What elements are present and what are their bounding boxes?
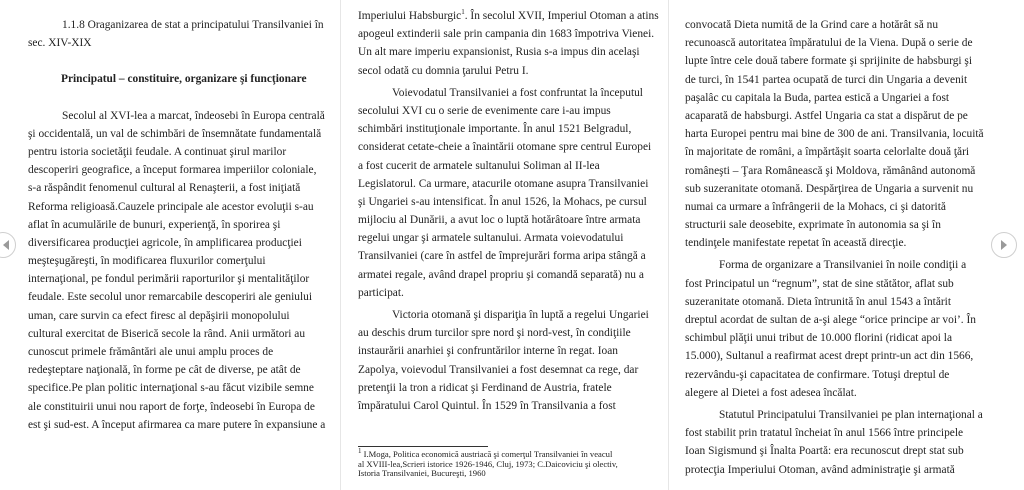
text: . În secolul XVII, Imperiul Otoman a atins (464, 10, 659, 22)
paragraph-line: alegere al Dietei a fost adesea încălat. (685, 386, 857, 399)
paragraph-line: structurii sale deosebite, exprimate în autonomia sa şi în (685, 219, 941, 232)
paragraph-line: cultural exercitat de Biserică secole la rând. Anii următori au (28, 327, 306, 340)
paragraph-line: instaurării anarhiei şi confruntărilor interne în regat. Ioan (358, 345, 618, 358)
paragraph-line: considerat cetate-cheie a înaintării otomane spre centrul Europei (358, 141, 652, 154)
section-heading: Principatul – constituire, organizare şi funcţionare (61, 73, 307, 86)
paragraph-line: fost Principatul un “regnum”, stat de sine stătător, aflat sub (685, 277, 954, 290)
paragraph-line: redeşteptare naţională, în forme pe cât de diverse, pe atât de (28, 364, 301, 377)
paragraph-line: dreptul acordat de sultan de a-şi alege “orice principe ar voi’. În (685, 314, 976, 326)
paragraph-line: Statutul Principatului Transilvaniei pe plan internaţional a (719, 408, 983, 421)
chevron-right-icon (1001, 240, 1007, 250)
paragraph-line: pretenţii la tron a ridicat şi Ferdinand de Austria, fratele (358, 381, 612, 394)
paragraph-line: Transilvaniei (care în astfel de împrejurări forma aripa stângă a (358, 250, 646, 263)
paragraph-line: mijlociu al Dunării, a avut loc o luptă hotărâtoare între armata (358, 214, 641, 227)
paragraph-line: sub suzeranitate otomană. Despărţirea de Ungaria a survenit nu (685, 182, 974, 195)
section-title: 1.1.8 Oraganizarea de stat a principatului Transilvaniei în (62, 19, 324, 31)
footnote-ref[interactable]: 1 (461, 8, 465, 17)
paragraph-line: participat. (358, 286, 404, 299)
chevron-left-icon (3, 240, 9, 250)
paragraph-line: secol odată cu domnia ţarului Petru I. (358, 64, 529, 77)
paragraph-line: Ioan Sigismund şi Înalta Poartă: era recunoscut drept stat sub (685, 445, 964, 458)
text: Imperiului Habsburgic (358, 10, 462, 22)
footnote-number: 1 (358, 447, 362, 456)
paragraph-line: Forma de organizare a Transilvaniei în noile condiţii a (719, 259, 967, 272)
paragraph (358, 25, 659, 80)
page-divider (340, 0, 341, 490)
paragraph-line: internaţional, pe fondul perimării raporturilor şi mentalităţilor (28, 273, 310, 286)
paragraph-line: Voievodatul Transilvaniei a fost confruntat la începutul (392, 86, 643, 99)
paragraph-line: pentru istoria societăţii feudale. A continuat şirul marilor (28, 145, 287, 158)
paragraph (685, 256, 984, 402)
paragraph-line: împăratului Carol Quintul. În 1529 în Transilvania a fost (358, 399, 616, 412)
paragraph (28, 107, 325, 434)
paragraph-line: tendinţele manifestate repetat în această direcţie. (685, 237, 907, 250)
text: I.Moga, Politica economică austriacă şi comerţul Transilvaniei în veacul (363, 449, 613, 459)
paragraph-line: apogeul extinderii sale prin campania din 1683 împotriva Vienei. (358, 28, 655, 41)
paragraph-line: diversificarea producţiei agricole, în amplificarea producţiei (28, 236, 302, 249)
paragraph-line: descoperiri geografice, a început formarea imperiilor coloniale, (28, 164, 317, 177)
paragraph-line: 15.000), Sultanul a reafirmat acest drept printr-un act din 1566, (685, 350, 974, 363)
paragraph-line: au deschis drum turcilor spre nord şi nord-vest, în condiţiile (358, 327, 631, 340)
paragraph-line: Victoria otomană şi dispariţia în luptă a regelui Ungariei (392, 309, 649, 321)
paragraph-line: protecţia Imperiului Otoman, având administraţie şi armată (685, 463, 955, 476)
paragraph-line: regelui ungar şi armatele sultanului. Armata voievodatului (358, 232, 624, 245)
paragraph-line: Un alt mare imperiu expansionist, Rusia s-a impus din acelaşi (358, 46, 640, 59)
paragraph-line: paşalâc cu capitala la Buda, partea estică a Ungariei a fost (685, 91, 950, 104)
paragraph-line: suzeranitate otomană. Dieta întrunită în anul 1543 a întărit (685, 295, 952, 308)
paragraph-line: cunoscut primele frământări ale unui amplu proces de (28, 346, 274, 358)
paragraphs (685, 16, 984, 479)
footnote-line: al XVIII-lea,Scrieri istorice 1926-1946, Cluj, 1973; C.Daicoviciu şi olectiv, (358, 458, 618, 469)
paragraph-line: harta Europei pentru mai bine de 300 de ani. Transilvania, locuită (685, 128, 984, 141)
footnote-separator (358, 446, 488, 447)
paragraph-line: româneşti – Ţara Românească şi Moldova, rămânând autonomă (685, 164, 976, 177)
paragraph-line: fost stabilit prin tratatul încheiat în anul 1566 între principele (685, 427, 964, 440)
paragraph (685, 406, 984, 479)
paragraph-line: specifice.Pe plan politic internaţional s-au făcut vizibile semne (28, 382, 314, 395)
paragraph-line: de turci, în 1541 partea ocupată de turci din Ungaria a devenit (685, 73, 968, 86)
column-middle (358, 7, 659, 415)
paragraph-line: şi Ungariei s-au intensificat. În anul 1526, la Mohacs, pe cursul (358, 195, 647, 208)
paragraph-line: secolului XVI cu o serie de evenimente care i-au impus (358, 104, 611, 117)
paragraph-line: şi occidentală, un val de schimbări de însemnătate fundamentală (28, 127, 322, 140)
column-left (28, 16, 325, 434)
paragraph-line: Zapolya, voievodul Transilvaniei a fost desemnat ca rege, dar (358, 363, 639, 376)
paragraph-line: feudale. Este secolul unor remarcabile descoperiri ale geniului (28, 291, 313, 304)
footnote-line: Istoria Transilvaniei, Bucureşti, 1960 (358, 468, 486, 479)
paragraph (685, 16, 984, 252)
footnote (358, 447, 618, 479)
paragraph-line: uman, care survin ca efect firesc al depăşirii monopolului (28, 309, 290, 322)
paragraph-line: în majoritate de români, a împărtăşit soarta celorlalte două ţări (685, 146, 970, 159)
paragraph-line: armatei regale, având drapel propriu şi comandă separată) nu a (358, 268, 644, 281)
paragraph-line: s-a răspândit fenomenul cultural al Renaşterii, a fost iniţiată (28, 182, 301, 195)
paragraphs (358, 25, 659, 415)
paragraph-line: rezervându-şi capacitatea de confirmare. Totuşi dreptul de (685, 368, 950, 381)
previous-page-button[interactable] (0, 232, 16, 258)
paragraph-line: Reforma religioasă.Cauzele principale ale acestor evoluţii s-au (28, 200, 314, 213)
section-title: sec. XIV-XIX (28, 37, 92, 50)
column-right (685, 16, 984, 479)
next-page-button[interactable] (991, 232, 1017, 258)
paragraph-line: schimbul plăţii unui tribut de 10.000 florini (ridicat apoi la (685, 332, 952, 345)
paragraph-line: convocată Dieta numită de la Grind care a hotărât să nu (685, 19, 939, 31)
paragraph-line: recunoască autoritatea împăratului de la Viena. După o serie de (685, 37, 973, 50)
page-divider (668, 0, 669, 490)
paragraph (358, 84, 659, 302)
paragraph-line (358, 7, 659, 25)
paragraph-line: a fost cucerit de armatele sultanului Soliman al II-lea (358, 159, 600, 172)
paragraph-line: est şi sud-est. A început afirmarea ca mare putere în expansiune a (28, 418, 326, 431)
paragraph-line: acaparată de habsburgi. Astfel Ungaria ca stat a dispărut de pe (685, 109, 968, 122)
paragraph-line: schimbări instituţionale importante. În anul 1521 Belgradul, (358, 123, 632, 136)
paragraph-line: numai ca urmare a înfrângerii de la Mohacs, ci şi datorită (685, 200, 946, 213)
paragraph-line: Secolul al XVI-lea a marcat, îndeosebi în Europa centrală (62, 109, 325, 122)
paragraphs (28, 107, 325, 434)
paragraph-line: lupte între cele două tabere formate şi sprijinite de habsburgi şi (685, 55, 972, 68)
paragraph-line: Legislatorul. Ca urmare, atacurile otomane asupra Transilvaniei (358, 177, 649, 190)
paragraph-line: meşteşugăreşti, în modificarea fluxurilor comerţului (28, 255, 266, 268)
paragraph-line: ale constituirii unui nou raport de forţe, îndeosebi în Europa de (28, 400, 315, 413)
paragraph (358, 306, 659, 415)
paragraph-line: aflat în acumulările de bunuri, experienţă, în sporirea şi (28, 218, 281, 231)
